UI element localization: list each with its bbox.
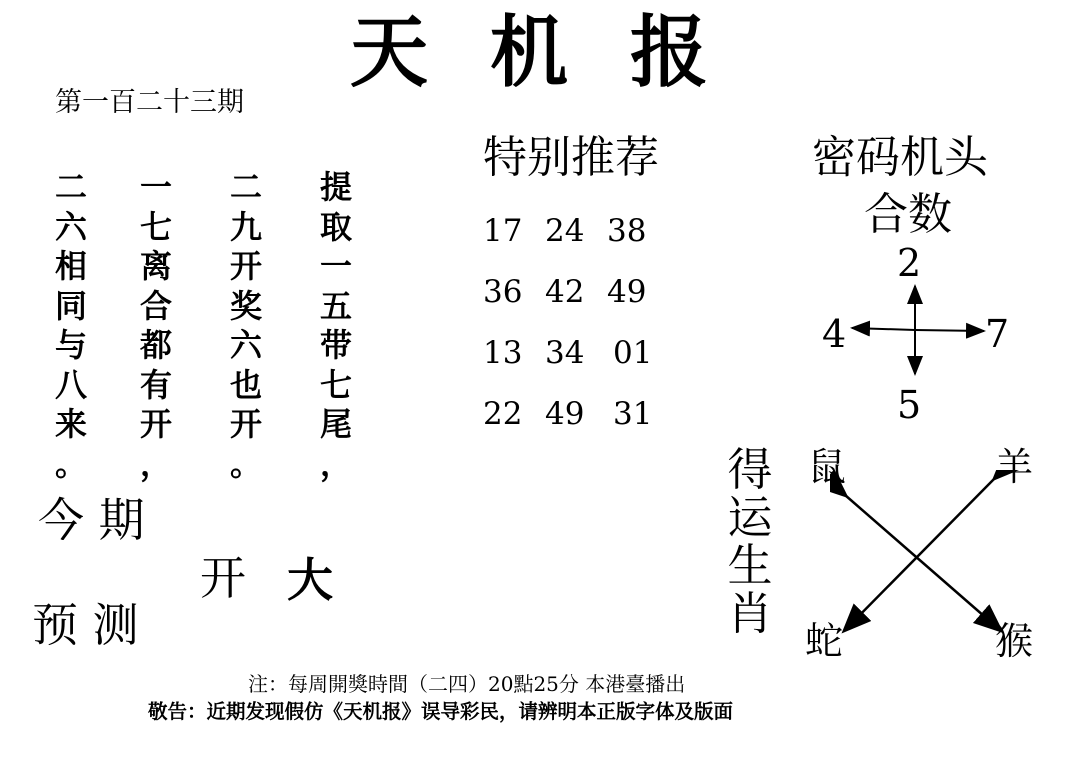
number-cell: 49 [545,395,585,432]
code-bottom: 5 [897,383,922,427]
warning-note: 敬告：近期发现假仿《天机报》误导彩民，请辨明本正版字体及版面 [148,700,734,723]
poem-char: 开 [139,405,172,443]
poem-char: 。 [229,444,262,483]
zodiac-label-char: 运 [727,491,773,544]
poem-char: 一 [319,247,352,285]
number-cell: 17 [483,212,523,249]
number-cell: 01 [613,334,653,371]
poem-char: 五 [319,286,352,325]
code-right: 7 [985,312,1010,356]
poem-column-3 [222,168,270,484]
poem-char: 取 [319,207,352,246]
poem-char: 离 [139,247,172,285]
poem-char: 八 [54,365,87,404]
poem-char: 也 [229,365,262,404]
issue-number: 第一百二十三期 [55,87,244,118]
page-title: 天机报 [350,7,771,98]
special-numbers [483,200,683,444]
poem-char: 奖 [229,286,262,325]
poem-column-2 [132,168,180,484]
zodiac-bottom-right: 猴 [995,619,1034,663]
number-row [483,261,683,322]
number-cell: 13 [483,334,523,371]
zodiac-top-left: 鼠 [808,445,847,489]
poem-char: 开 [229,405,262,443]
poem-char: 二 [54,168,87,206]
zodiac-label [722,443,778,640]
number-cell: 42 [545,273,585,310]
poem-char: 提 [319,168,352,206]
arrow-left [852,328,915,330]
number-cell: 38 [607,212,647,249]
number-cell: 24 [545,212,585,249]
poem-char: ， [319,444,352,483]
poem-char: 七 [319,365,352,404]
prediction-line-3: 预 测 [32,598,139,652]
zodiac-bottom-left: 蛇 [805,619,844,663]
poem-char: 六 [54,207,87,246]
zodiac-label-char: 得 [727,443,773,496]
zodiac-label-char: 生 [727,539,773,592]
poem-char: 九 [229,207,262,246]
number-row [483,383,683,444]
special-title: 特别推荐 [483,132,659,183]
zodiac-top-right: 羊 [995,445,1034,489]
poem-char: 六 [229,326,262,364]
poem-column-1 [47,168,95,484]
poem-char: 相 [54,247,87,285]
poem-char: 来 [54,405,87,443]
arrow-diagonal-1 [845,495,1000,630]
zodiac-cross-arrows [830,470,1030,640]
code-top: 2 [897,241,922,285]
poem-char: 有 [139,365,172,404]
poem-char: 同 [54,286,87,325]
poem-char: 与 [54,326,87,364]
poem-column-4 [312,168,360,484]
prediction-open: 开 [200,551,246,605]
prediction-result: 大 [287,553,333,607]
cross-arrows [840,270,1000,400]
poem-char: 开 [229,247,262,285]
number-row [483,322,683,383]
poem-char: 二 [229,168,262,206]
number-cell: 34 [545,334,585,371]
poem-char: 带 [319,326,352,364]
poem-char: 。 [54,444,87,483]
code-subtitle: 合数 [864,189,952,240]
code-left: 4 [822,312,847,356]
number-cell: 49 [607,273,647,310]
poem-char: 七 [139,207,172,246]
poem-char: 合 [139,286,172,325]
number-cell: 22 [483,395,523,432]
code-title: 密码机头 [812,132,988,183]
poem-char: ， [139,444,172,483]
poem-char: 尾 [319,405,352,443]
arrow-right [915,330,984,331]
number-cell: 31 [613,395,653,432]
number-row [483,200,683,261]
prediction-line-1: 今 期 [38,493,145,547]
poem-char: 一 [139,168,172,206]
schedule-note: 注：每周開獎時間（二四）20點25分 本港臺播出 [248,672,686,696]
number-cell: 36 [483,273,523,310]
zodiac-label-char: 肖 [727,587,773,640]
poem-char: 都 [139,326,172,364]
